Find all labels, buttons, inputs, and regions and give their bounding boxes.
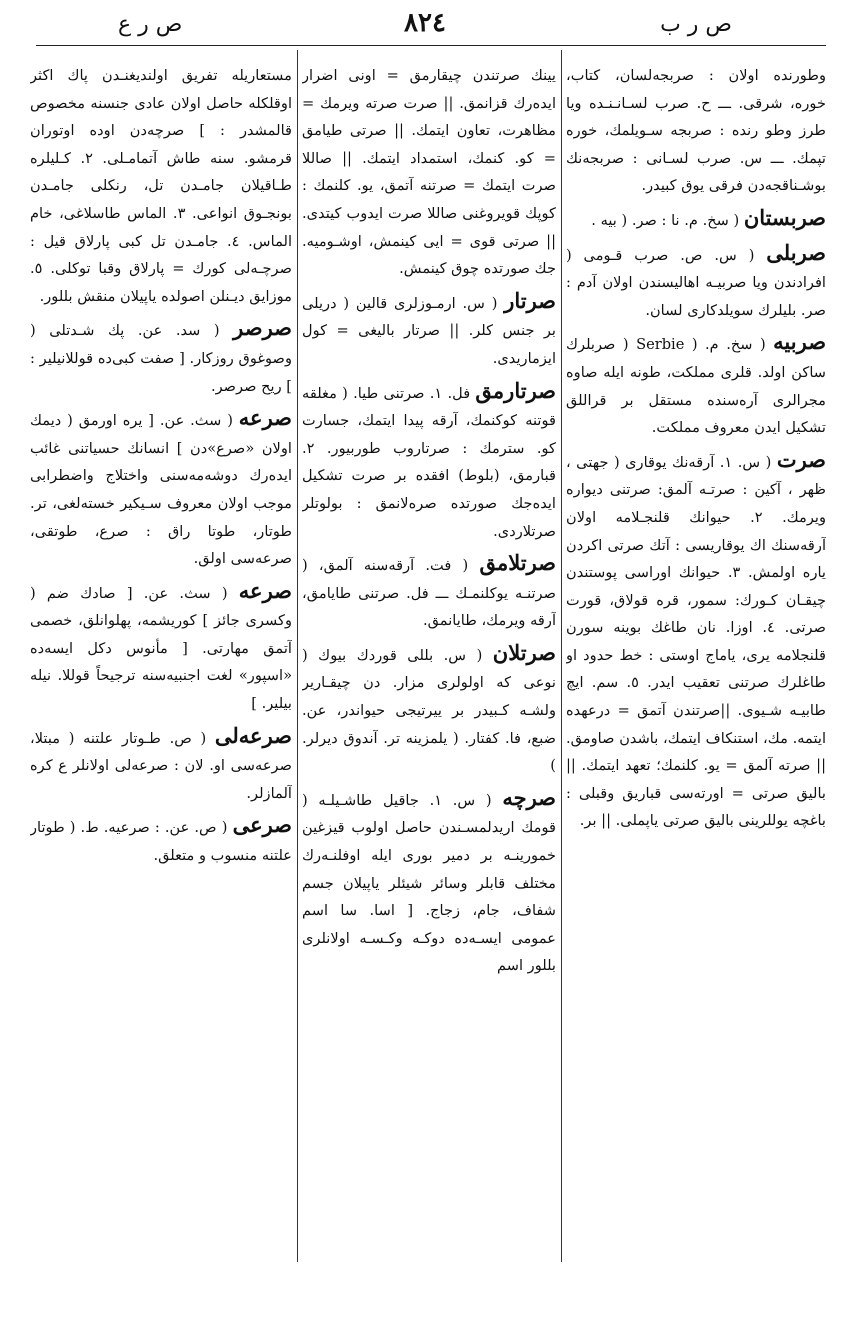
entry-definition: ( س. ١. آرقه‌نك یوقاری ( جهتی ، ظهر ، آکین : صرتـه آلمق: صرتنی دیواره ویرمك. ٢. حیوانك قلنجـلامه اولان آرقه‌سنك اك یوقاریسی : آتك صرتی اکردن یاره اولمش. ٣. حیوانك اوراسی پوستندن چیقـان کـورك: سمور، قره قولاق، قورت صرتی. ٤. اوزا. نان طاغك بوینه سورن قلنجلامه یری، یاماج اوستی : خط حدود او طاغلرك صرتنی تعقیب ایدر. ٥. سم. ایچ طابیـه شـیوی. ||صرتندن آتمق = درعهده ایتمه. مك، استنکاف ایتمك، باشدن صاومق. || صرته آلمق = یو. کلنمك؛ تعهد ایتمك. || بالیق صرتی = اورته‌سی قباریق وقبلی : باغچه یوللرینی بالیق صرتی یاپملی. || بر. xyxy=(566,453,826,830)
entry-headword: صربلی xyxy=(766,239,826,265)
entry-headword: صرتار xyxy=(504,287,556,313)
entry-definition: ( ص. طـوتار علتنه ( مبتلا، صرعه‌سی او. لان : صرعه‌لی اولانلر ع کره آلمازلر. xyxy=(30,729,292,802)
column-divider xyxy=(297,50,298,1262)
entry-definition: فل. ١. صرتنی طیا. ( مغلقه قوتنه کوکنمك، آرقه پیدا ایتمك، جسارت کو. سترمك : صرتاروب طوربیور. ٢. قبارمق، (بلوط) افقده بر صرت تشکیل ایده‌جك صورتده صره‌لانمق : بولوتلر صرتلاردی. xyxy=(302,384,556,540)
entry-definition: ( س. ص. صرب قـومی ( افرادندن ویا صربیـه اهالیسندن اولان آدم : صر. بلیلرك سویلدکاری لسان. xyxy=(566,246,826,319)
entry-headword: صربستان xyxy=(743,204,826,230)
page-number: ٨٢٤ xyxy=(404,8,446,38)
entry-definition: ( س. ١. جاقیل طاشـیلـه ( قومك اریدلمسـندن حاصل اولوب قیزغین خمورینـه بر دمیر بوری ایله اوفلنـه‌رك مختلف قابلر وسائر شیئلر یاپیلان جسم شفاف، جام، زجاج. [ اسا. سا اسم عمومی ایسـه‌ده دوکـه وکـسـه اولانلری بللور اسم xyxy=(302,791,556,975)
header-right-letters: ص ر ب xyxy=(660,12,732,37)
page-header xyxy=(0,0,850,44)
entry-headword: صرعی xyxy=(232,812,292,838)
column-divider xyxy=(561,50,562,1262)
dictionary-entry xyxy=(302,62,556,283)
column-middle xyxy=(302,62,556,1262)
entry-definition: یینك صرتندن چیقارمق = اونی اضرار ایده‌رك قزانمق. || صرت صرته ویرمك = مظاهرت، تعاون ایتمك. || صرتی طیامق = کو. کنمك، استمداد ایتمك. || صاللا صرت ایتمك = صرتنه آتمق، یو. کلنمك : کوپك قویروغنی صاللا صرت ایدوب کیتدی. || صرتی قوی = ایی کینمش، اوشـومیه. جك صورتده چوق کینمش. xyxy=(302,67,556,278)
entry-definition: ( ص. عن. : صرعیه. ط. ( طوتار علتنه منسوب و متعلق. xyxy=(30,819,292,865)
dictionary-entry xyxy=(302,377,556,546)
entry-headword: صرعه xyxy=(238,577,292,603)
header-left-letters: ص ر ع xyxy=(118,12,183,37)
entry-headword: صرت xyxy=(776,446,826,472)
dictionary-entry xyxy=(30,404,292,573)
dictionary-entry xyxy=(30,62,292,310)
entry-definition: ( سث. عن. [ صادك ضم ( وکسری جائز ] کوریشمه، پهلوانلق، خصمی آتمق مهارتی. [ مأنوس دکل ایسه‌ده «اسپور» لغت اجنبیه‌سنه ترجیحاً قوللا. نیله بیلیر. ] xyxy=(30,584,292,713)
column-left xyxy=(30,62,292,1262)
dictionary-entry xyxy=(302,639,556,780)
header-rule xyxy=(36,45,826,46)
entry-headword: صرتارمق xyxy=(475,377,556,403)
entry-headword: صرعه xyxy=(238,405,292,431)
entry-headword: صرتلان xyxy=(492,639,556,665)
entry-headword: صرتلامق xyxy=(479,550,556,576)
entry-headword: صرچه xyxy=(502,784,556,810)
dictionary-entry xyxy=(30,811,292,869)
entry-definition: ( س. ارمـوزلری قالین ( دریلی بر جنس کلر. || صرتار بالیغی = کول ایزماریدی. xyxy=(302,294,556,367)
dictionary-entry xyxy=(302,287,556,373)
dictionary-entry xyxy=(566,204,826,235)
entry-definition: ( سخ. م. ( Serbie ( صربلرك ساکن اولد. قلری مملکت، طونه ایله صاوه مجرالری آره‌سنده مستقل بر قراللق تشکیل ایدن معروف مملکت. xyxy=(566,336,826,437)
dictionary-entry xyxy=(302,549,556,635)
entry-definition: ( فت. آرقه‌سنه آلمق، ( صرتنـه یوکلنمـك ـــ فل. صرتنی طایامق، آرقه ویرمك، طایانمق. xyxy=(302,557,556,630)
entry-definition: ( س. بللی قوردك بیوك ( نوعی که اولولری مزار. دن چیقـاریر ولشـه کـبیدر بر ییرتیجی حیواندر، عن. ضبع، فا. کفتار. ( یلمزینه تر. آندوق دیرلر. ) xyxy=(302,646,556,775)
dictionary-entry xyxy=(566,239,826,325)
dictionary-entry xyxy=(566,62,826,200)
dictionary-entry xyxy=(566,446,826,835)
dictionary-entry xyxy=(30,314,292,400)
dictionary-entry xyxy=(30,577,292,718)
entry-definition: ( سخ. م. نا : صر. ( بیه . xyxy=(591,211,740,229)
entry-definition: ( سث. عن. [ یره اورمق ( دیمك اولان «صرع»دن ] انسانك حسیاتنی غائب ایده‌رك دوشه‌مه‌سنی واختلاج واضطرابی موجب اولان معروف سـیکیر خسته‌لغی، تر. طوتار، طوتا راق : صرع، طوتقی، صرعه‌سی اولق. xyxy=(30,412,292,568)
column-right xyxy=(566,62,826,1262)
entry-definition: وطورنده اولان : صربجه‌لسان، کتاب، خوره، شرقی. ـــ ح. صرب لسـانـنـده ویا طرز وطو رنده : صربجه سـویلمك، خوره تپمك. ـــ س. صرب لسـانی : صربجه‌نك بوشـناقجه‌دن فرقی یوق کبیدر. xyxy=(566,67,826,195)
dictionary-entry xyxy=(302,784,556,980)
entry-headword: صربیه xyxy=(773,329,826,355)
entry-headword: صرعه‌لی xyxy=(214,722,292,748)
entry-headword: صرصر xyxy=(233,315,292,341)
dictionary-entry xyxy=(30,722,292,808)
entry-definition: ( سد. عن. پك شـدتلی ( وصوغوق روزکار. [ صفت کبی‌ده قوللانیلیر : ] ریح صرصر. xyxy=(30,322,292,395)
entry-definition: مستعاریله تفریق اولندیغنـدن پاك اکثر اوقلکله حاصل اولان عادی جنسنه مخصوص قالمشدر : ] صرچه‌دن اوده اوتوران قرمشو. سنه طاش آتمامـلی. ٢. کـلیلره طـاقیلان جامـدن تل، رنکلی جامـدن بونجـوق انواعی. ٣. الماس طاسلاغی، خام الماس. ٤. جامـدن تل کبی پارلاق قیل : صرچـه‌لی کورك = پارلاق وقبا توکلی. ٥. موزایق دیـنلن اصولده یاپیلان منقش بللور. xyxy=(30,67,292,305)
dictionary-entry xyxy=(566,328,826,441)
